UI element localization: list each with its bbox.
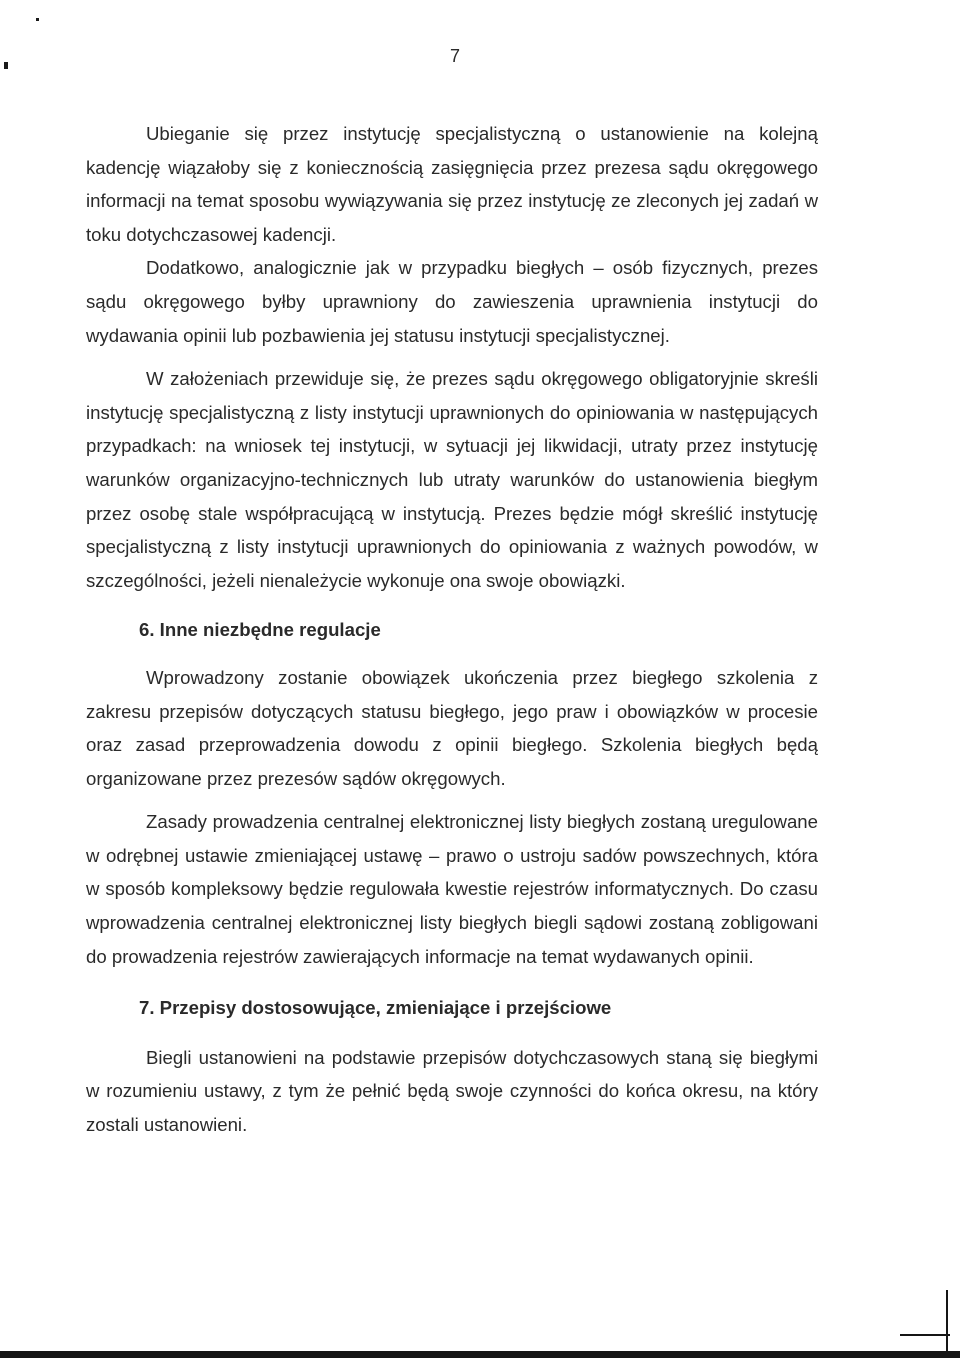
paragraph-intro-2: Dodatkowo, analogicznie jak w przypadku biegłych – osób fizycznych, prezes sądu okręgowego byłby uprawniony do zawieszenia uprawnienia instytucji do wydawania opinii lub pozbawienia jej statusu instytucji specjalistycznej.	[86, 257, 818, 346]
section-6-paragraph-2: Zasady prowadzenia centralnej elektronicznej listy biegłych zostaną uregulowane w odrębnej ustawie zmieniającej ustawę – prawo o ustroju sadów powszechnych, która w sposób kompleksowy będzie regulowała kwestie rejestrów informatycznych. Do czasu wprowadzenia centralnej elektronicznej listy biegłych biegli sądowi zostaną zobligowani do prowadzenia rejestrów zawierających informacje na temat wydawanych opinii.	[86, 811, 818, 967]
section-7-heading: 7. Przepisy dostosowujące, zmieniające i przejściowe	[139, 997, 612, 1019]
section-6-paragraph-1: Wprowadzony zostanie obowiązek ukończenia przez biegłego szkolenia z zakresu przepisów dotyczących statusu biegłego, jego praw i obowiązków w procesie oraz zasad przeprowadzenia dowodu z opinii biegłego. Szkolenia biegłych będą organizowane przez prezesów sądów okręgowych.	[86, 666, 818, 789]
section-6-heading: 6. Inne niezbędne regulacje	[139, 619, 381, 641]
paragraph-intro-3: W założeniach przewiduje się, że prezes sądu okręgowego obligatoryjnie skreśli instytucję specjalistyczną z listy instytucji uprawnionych do opiniowania w następujących przypadkach: na wniosek tej instytucji, w sytuacji jej likwidacji, utraty przez instytucję warunków organizacyjno-technicznych lub utraty warunków do ustanowienia biegłym przez osobę stale współpracującą w instytucją. Prezes będzie mógł skreślić instytucję specjalistyczną z listy instytucji uprawnionych do opiniowania z ważnych powodów, w szczególności, jeżeli nienależycie wykonuje ona swoje obowiązki.	[86, 368, 818, 591]
scan-speck-mark	[4, 62, 8, 69]
scan-bottom-border	[0, 1351, 960, 1358]
document-body	[86, 117, 818, 1142]
scan-corner-line	[900, 1334, 950, 1336]
page-number: 7	[449, 46, 460, 66]
paragraph-intro-1: Ubieganie się przez instytucję specjalistyczną o ustanowienie na kolejną kadencję wiązałoby się z koniecznością zasięgnięcia przez prezesa sądu okręgowego informacji na temat sposobu wywiązywania się przez instytucję ze zleconych jej zadań w toku dotychczasowej kadencji.	[86, 123, 818, 245]
scan-edge-line	[946, 1290, 948, 1354]
scan-speck-dot	[36, 18, 39, 21]
section-7-paragraph-1: Biegli ustanowieni na podstawie przepisów dotychczasowych staną się biegłymi w rozumieniu ustawy, z tym że pełnić będą swoje czynności do końca okresu, na który zostali ustanowieni.	[86, 1046, 818, 1136]
